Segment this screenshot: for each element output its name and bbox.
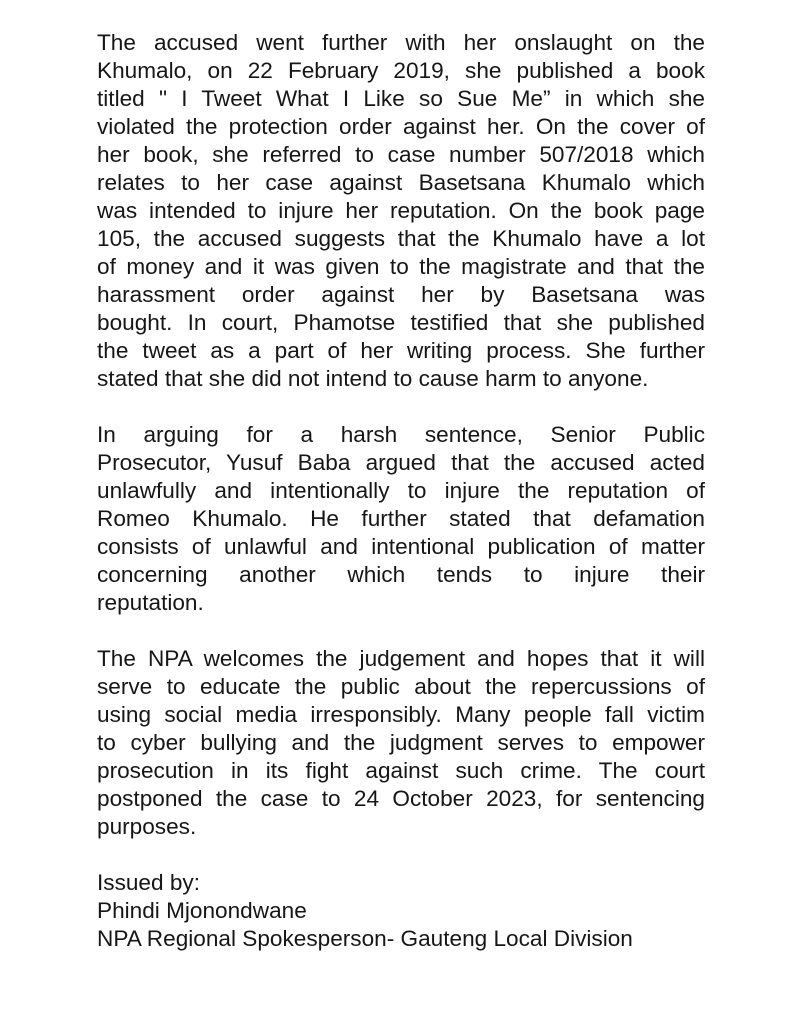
spokesperson-title: NPA Regional Spokesperson- Gauteng Local Division — [97, 926, 633, 951]
text-line: purposes. — [97, 814, 197, 839]
text-line: Khumalo, on 22 February 2019, she published a book — [97, 58, 705, 83]
text-line: 105, the accused suggests that the Khumalo have a lot — [97, 226, 705, 251]
signature-block — [97, 869, 705, 953]
text-line: The NPA welcomes the judgement and hopes that it will — [97, 646, 705, 671]
text-line: her book, she referred to case number 507/2018 which — [97, 142, 705, 167]
issued-by-label: Issued by: — [97, 870, 200, 895]
text-line: the tweet as a part of her writing process. She further — [97, 338, 705, 363]
text-line: Romeo Khumalo. He further stated that defamation — [97, 506, 705, 531]
text-line: The accused went further with her onslaught on the — [97, 30, 705, 55]
text-line: consists of unlawful and intentional publication of matter — [97, 534, 705, 559]
text-line: to cyber bullying and the judgment serves to empower — [97, 730, 705, 755]
text-line: of money and it was given to the magistrate and that the — [97, 254, 705, 279]
text-line: concerning another which tends to injure their — [97, 562, 705, 587]
text-line: prosecution in its fight against such crime. The court — [97, 758, 705, 783]
text-line: Prosecutor, Yusuf Baba argued that the accused acted — [97, 450, 705, 475]
text-line: bought. In court, Phamotse testified that she published — [97, 310, 705, 335]
text-line: serve to educate the public about the repercussions of — [97, 674, 705, 699]
text-line: unlawfully and intentionally to injure the reputation of — [97, 478, 705, 503]
text-line: harassment order against her by Basetsana was — [97, 282, 705, 307]
text-line: was intended to injure her reputation. On the book page — [97, 198, 705, 223]
text-line: reputation. — [97, 590, 204, 615]
text-line: In arguing for a harsh sentence, Senior Public — [97, 422, 705, 447]
text-line: postponed the case to 24 October 2023, for sentencing — [97, 786, 705, 811]
text-line: stated that she did not intend to cause harm to anyone. — [97, 366, 649, 391]
spokesperson-name: Phindi Mjonondwane — [97, 898, 307, 923]
text-line: relates to her case against Basetsana Khumalo which — [97, 170, 705, 195]
paragraph-npa-statement — [97, 645, 705, 841]
text-line: using social media irresponsibly. Many people fall victim — [97, 702, 705, 727]
text-line: violated the protection order against her. On the cover of — [97, 114, 705, 139]
press-release-page — [97, 29, 705, 981]
text-line: titled " I Tweet What I Like so Sue Me” in which she — [97, 86, 705, 111]
paragraph-book-publication — [97, 29, 705, 393]
paragraph-prosecutor-argument — [97, 421, 705, 617]
